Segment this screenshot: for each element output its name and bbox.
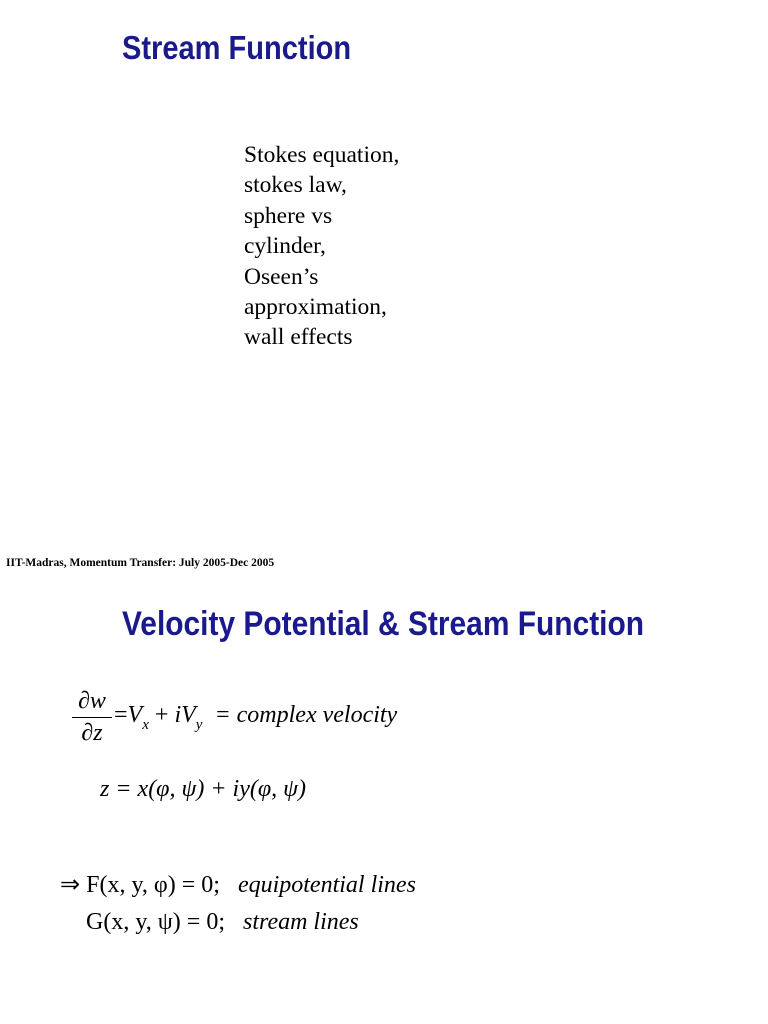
topic-item: wall effects bbox=[244, 324, 353, 351]
topic-item: stokes law, bbox=[244, 172, 347, 199]
topic-item: Oseen’s bbox=[244, 263, 319, 290]
footer-course-label: IIT-Madras, Momentum Transfer: July 2005-Dec 2005 bbox=[6, 557, 275, 569]
eq1-complex-velocity: = complex velocity bbox=[214, 702, 398, 728]
topic-item: cylinder, bbox=[244, 233, 326, 260]
equipotential-equation bbox=[60, 870, 416, 899]
eq1-sub-x: x bbox=[142, 717, 149, 733]
fraction-bar bbox=[72, 717, 112, 718]
topic-item: sphere vs bbox=[244, 202, 333, 229]
slide2-title: Velocity Potential & Stream Function bbox=[122, 605, 645, 643]
eq1-equals: = bbox=[114, 702, 128, 728]
topic-item: Stokes equation, bbox=[244, 142, 400, 168]
z-mapping-equation: z = x(φ, ψ) + iy(φ, ψ) bbox=[100, 776, 307, 802]
fraction-denominator: ∂z bbox=[81, 720, 103, 747]
stream-lines-equation bbox=[86, 909, 359, 936]
fraction-numerator: ∂w bbox=[78, 688, 106, 714]
eq1-sub-y: y bbox=[195, 717, 203, 733]
eq4-math: G(x, y, ψ) = 0; bbox=[86, 909, 225, 935]
derivative-fraction bbox=[72, 688, 112, 747]
eq4-label: stream lines bbox=[242, 909, 359, 935]
eq1-plus: + bbox=[154, 702, 169, 728]
topic-item: approximation, bbox=[244, 294, 387, 321]
slide1-title: Stream Function bbox=[122, 29, 352, 66]
slide1-topic-list bbox=[244, 140, 399, 353]
eq1-v: V bbox=[127, 702, 143, 728]
complex-velocity-equation bbox=[114, 702, 398, 733]
eq3-label: equipotential lines bbox=[237, 872, 416, 898]
eq1-iv: iV bbox=[174, 702, 196, 728]
eq3-math: ⇒ F(x, y, φ) = 0; bbox=[60, 872, 220, 898]
